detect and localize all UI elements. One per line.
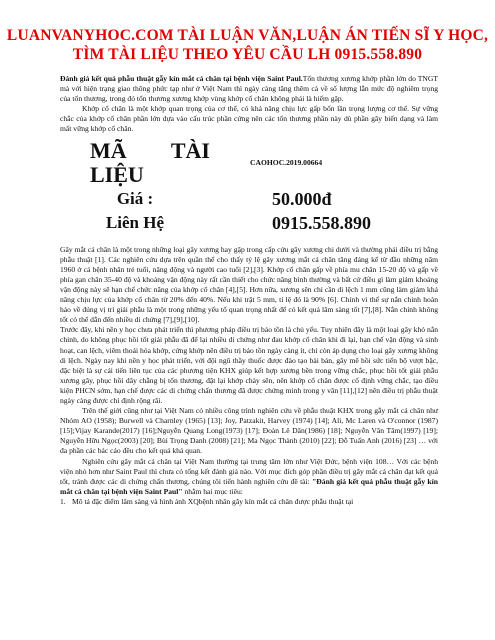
- document-body: [60, 74, 438, 507]
- intro-paragraph: [60, 74, 438, 104]
- doc-code-label: MÃ TÀI LIỆU: [90, 137, 210, 187]
- paragraph-4-text: Nghiên cứu gãy mắt cá chân tại Việt Nam thường tại trung tâm lớn như Việt Đức, bệnh viện 108… Với các bệnh viện nhỏ hơn như Saint Paul thì chưa có tổng kết đánh giá nào. Với mục đích góp phần điều trị gãy mắt cá chân đạt kết quả tốt, tránh được các di chứng chấn thương, chúng tôi tiến hành nghiên cứu đề tài:: [60, 456, 438, 486]
- banner-line-2: TÌM TÀI LIỆU THEO YÊU CẦU LH 0915.558.890: [72, 46, 423, 63]
- goal-number: 1.: [60, 496, 66, 506]
- goal-list-item: [60, 497, 438, 507]
- intro-text: Tổn thương xương khớp phần lớn do TNGT mà với hiện trạng giao thông phức tạp như ở Việt Nam thì ngày càng tăng thêm cả về số lượng lẫn mức độ nghiêm trọng của tổn thương, trong đó tổn thương xương khớp vùng khớp cổ chân không phải là hiếm gặp.: [60, 74, 439, 104]
- paragraph-4-tail: nhằm hai mục tiêu:: [182, 486, 243, 496]
- price-value: 50.000đ: [272, 188, 332, 209]
- body-paragraph-3: Trên thế giới cũng như tại Việt Nam có nhiều công trình nghiên cứu về phẫu thuật KHX trong gẫy mắt cá chân như Nhóm AO (1958); Burwell và Charnley (1965) [13]; Joy, Patzakit, Harvey (1974) [14]; Ali, Mc Laren và O'connor (1987) [15];Vijay Karande(2017) [16];Nguyễn Quang Long(1973) [17]; Đoàn Lê Dân(1986) [18]; Nguyễn Văn Tâm(1997) [19]; Nguyễn Hữu Ngọc(2003) [20]; Bùi Trọng Danh (2008) [21]; Ma Ngọc Thành (2010) [22]; Đỗ Tuấn Anh (2016) [23] … với đa phần các bác cáo đều cho kết quả khả quan.: [60, 406, 438, 456]
- banner-line-1: LUANVANYHOC.COM TÀI LUẬN VĂN,LUẬN ÁN TIẾN SĨ Y HỌC,: [6, 27, 489, 44]
- doc-code-value: CAOHOC.2019.00664: [250, 157, 323, 167]
- study-title: "Đánh giá kết quả phẫu thuật gẫy kín mắt cá chân tại bệnh viện Saint Paul": [60, 476, 438, 496]
- document-title: Đánh giá kết quả phẫu thuật gẫy kín mắt cá chân tại bệnh viện Saint Paul.: [60, 74, 303, 83]
- body-paragraph-1: Gãy mắt cá chân là một trong những loại gãy xương hay gặp trong cấp cứu gãy xương chi dưới và thường phải điều trị bằng phẫu thuật [1]. Các nghiên cứu dựa trên quần thể cho thấy tỷ lệ gãy xương mắt cá chân tăng đáng kể từ đầu những năm 1960 ở cả bệnh nhân trẻ tuổi, năng động và người cao tuổi [2],[3]. Khớp cổ chân gấp về phía mu chân 15-20 độ và gấp về phía gan chân 35-40 độ và khoảng vận động này rất cần thiết cho chức năng bình thường và bất cứ điều gì làm giảm khoảng vận động này sẽ hạn chế chức năng của khớp cổ chân [4],[5]. Hơn nữa, xương sên chỉ cần di lệch 1 mm cũng làm giảm khả năng chịu lực của khớp cổ chân từ 20% đến 40%. Nếu khi trật 5 mm, tỉ lệ đó là 90% [6]. Chính vì thế sự nắn chỉnh hoàn hảo về đúng vị trí giải phẫu là một trong những yếu tố quan trọng nhất để có kết quả lâm sàng tốt [7],[8]. Nắn chỉnh không tốt có thể dẫn đến nhiều di chứng [7],[9],[10].: [60, 244, 438, 325]
- info-box: [60, 139, 438, 235]
- goal-text: Mô tả đặc điểm lâm sàng và hình ảnh XQbệnh nhân gãy kín mắt cá chân được phẫu thuật tại: [72, 496, 354, 506]
- contact-label: Liên Hệ: [105, 212, 165, 232]
- price-label: Giá :: [116, 188, 154, 208]
- body-paragraph-2: Trước đây, khi nền y học chưa phát triển thì phương pháp điều trị bảo tồn là chủ yếu. Tuy nhiên đây là một loại gãy khó nắn chỉnh, do không phục hồi tốt giải phẫu đã để lại nhiều di chứng như đau khớp cổ chân khi đi lại, hạn chế vận động và sinh hoạt, can lệch, viêm thoái hóa khớp, cứng khớp nên điều trị bảo tồn ngày càng ít, chỉ còn áp dụng cho loại gãy xương không di lệch. Ngày nay khi nền y học phát triển, với đội ngũ thầy thuốc được đào tạo bài bản, gây mê hồi sức tiến bộ vượt bậc, đặc biệt là sự cải tiến liên tục của các phương tiện KHX giúp kết hợp xương bền trong vững chắc, phục hồi tốt giải phẫu xương gãy, phục hồi dây chằng bị tổn thương, đặt lại khớp chày sên, nên khớp cổ chân được cố định vững chắc, tạo điều kiện PHCN sớm, hạn chế được các di chứng chấn thương đã được chứng minh trong y văn [11],[12] nên điều trị phẫu thuật ngày càng được chỉ định rộng rãi.: [60, 325, 438, 405]
- site-banner: [0, 26, 495, 64]
- contact-phone: 0915.558.890: [272, 212, 371, 233]
- intro-paragraph-2: Khớp cổ chân là một khớp quan trọng của cơ thể, có khả năng chịu lực gấp bốn lần trọng lượng cơ thể. Sự vững chắc của khớp cổ chân phần lớn dựa vào cấu trúc phần cứng nên các tổn thương phần này dù phần gãy biến dạng và làm mất vững khớp cổ chân.: [60, 104, 438, 134]
- body-paragraph-4: [60, 457, 438, 497]
